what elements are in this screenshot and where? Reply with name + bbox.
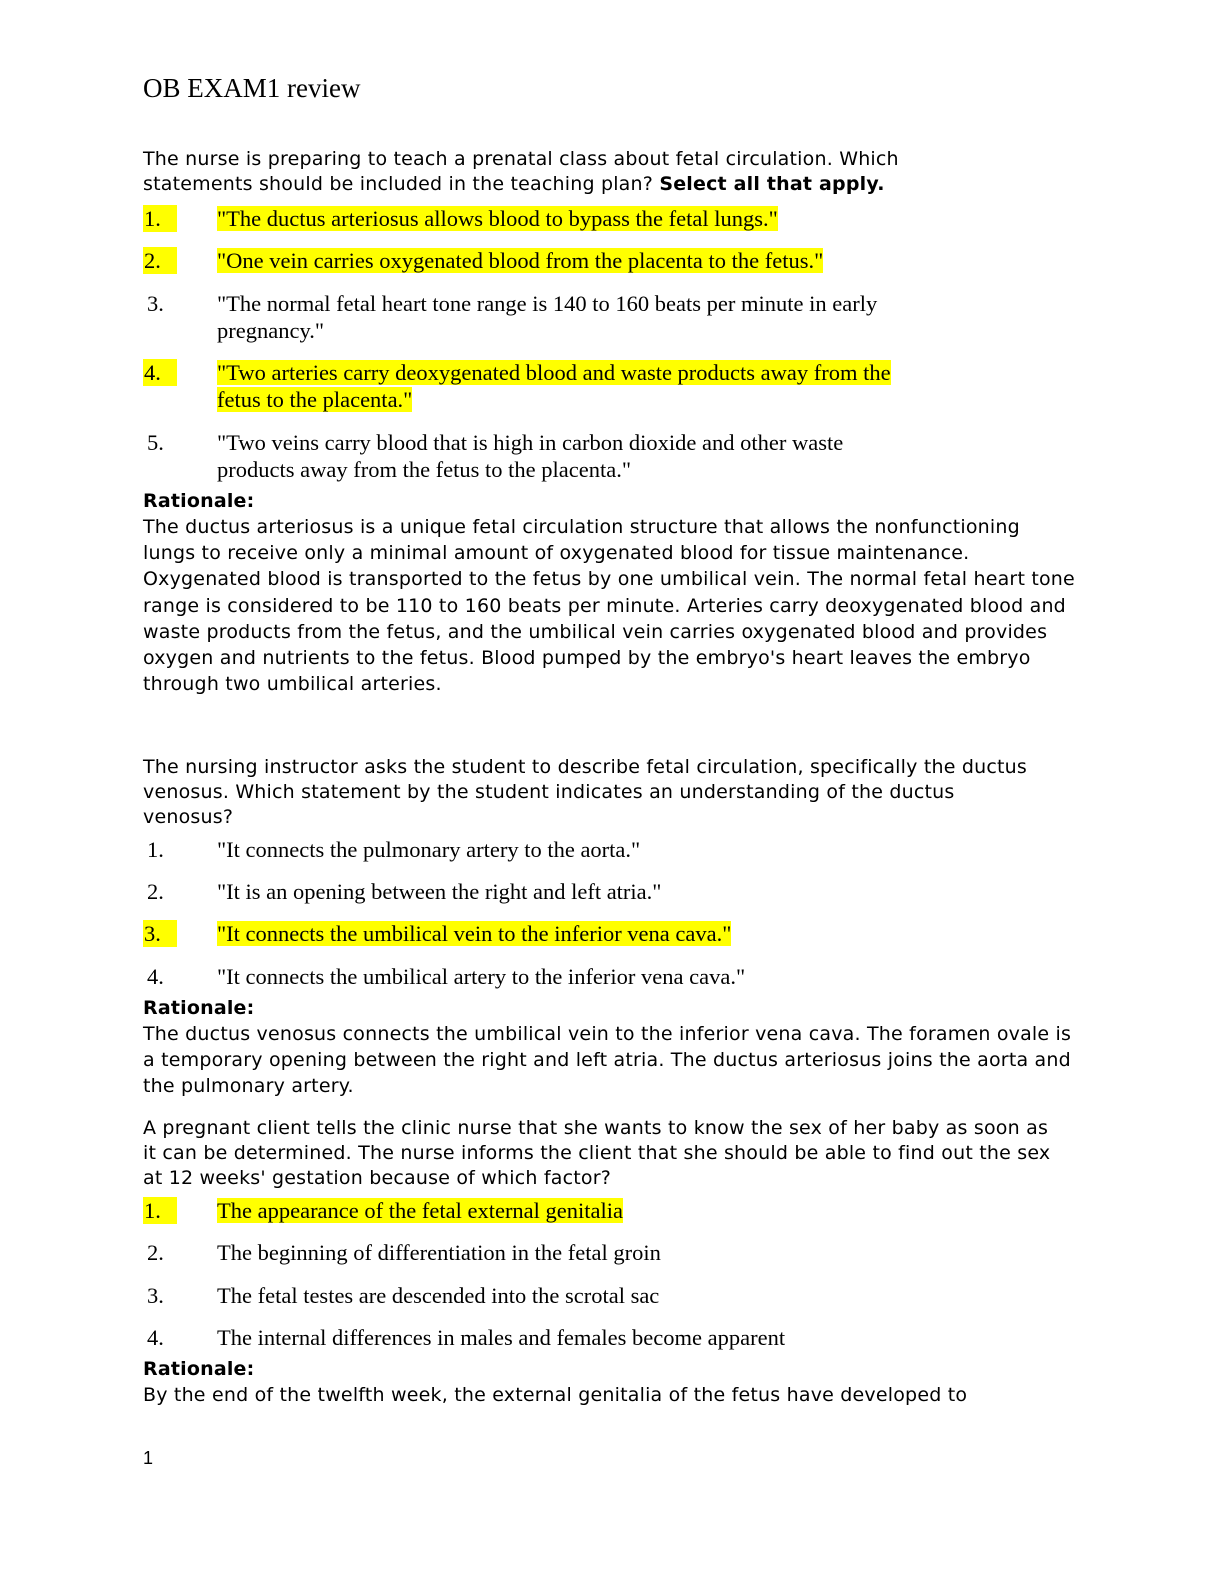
option-text: "Two arteries carry deoxygenated blood and waste products away from the fetus to the placenta." [217, 360, 891, 412]
question-2-stem [143, 755, 1083, 830]
question-3-stem-text: A pregnant client tells the clinic nurse that she wants to know the sex of her baby as soon as it can be determined. The nurse informs the client that she should be able to find out the sex at 12 weeks' gestation because of which factor? [143, 1117, 1051, 1189]
question-3-rationale: By the end of the twelfth week, the external genitalia of the fetus have developed to [143, 1384, 968, 1406]
question-3-rationale-label: Rationale: [143, 1358, 255, 1380]
option-number: 3. [147, 1283, 164, 1308]
option-number: 2. [147, 1240, 164, 1265]
option-number: 4. [147, 964, 164, 989]
option-number: 4. [143, 359, 177, 386]
option-number: 2. [147, 879, 164, 904]
option-text: The appearance of the fetal external genitalia [217, 1198, 624, 1223]
option-text: The beginning of differentiation in the fetal groin [217, 1240, 661, 1265]
document-title: OB EXAM1 review [143, 73, 361, 103]
option-text: "It connects the umbilical vein to the inferior vena cava." [217, 921, 732, 946]
option-text: "The ductus arteriosus allows blood to bypass the fetal lungs." [217, 206, 778, 231]
question-3-stem [143, 1116, 1083, 1191]
option-text: "It is an opening between the right and left atria." [217, 879, 662, 904]
option-number: 5. [147, 430, 164, 455]
option-number: 1. [143, 205, 177, 232]
option-text: "The normal fetal heart tone range is 140 to 160 beats per minute in early pregnancy." [217, 291, 878, 343]
question-1-stem-text: The nurse is preparing to teach a prenatal class about fetal circulation. Which statements should be included in the teaching plan? [143, 148, 899, 195]
question-1-stem [143, 147, 1083, 197]
option-number: 1. [147, 837, 164, 862]
question-1-select-all: Select all that apply. [659, 173, 885, 195]
option-text: The internal differences in males and females become apparent [217, 1325, 786, 1350]
option-number: 3. [147, 291, 164, 316]
option-number: 1. [143, 1197, 177, 1224]
option-text: "One vein carries oxygenated blood from the placenta to the fetus." [217, 248, 824, 273]
option-text: "It connects the pulmonary artery to the aorta." [217, 837, 641, 862]
question-1-rationale-label: Rationale: [143, 490, 255, 512]
page-number: 1 [143, 1448, 154, 1468]
question-2-rationale: The ductus venosus connects the umbilical vein to the inferior vena cava. The foramen ovale is a temporary opening between the right and left atria. The ductus arteriosus joins the aorta and the pulmonary artery. [143, 1023, 1072, 1098]
question-2-rationale-label: Rationale: [143, 997, 255, 1019]
question-1-rationale: The ductus arteriosus is a unique fetal circulation structure that allows the nonfunctioning lungs to receive only a minimal amount of oxygenated blood for tissue maintenance. Oxygenated blood is transported to the fetus by one umbilical vein. The normal fetal heart tone range is considered to be 110 to 160 beats per minute. Arteries carry deoxygenated blood and waste products from the fetus, and the umbilical vein carries oxygenated blood and provides oxygen and nutrients to the fetus. Blood pumped by the embryo's heart leaves the embryo through two umbilical arteries. [143, 516, 1075, 696]
option-number: 4. [147, 1325, 164, 1350]
option-text: "It connects the umbilical artery to the inferior vena cava." [217, 964, 746, 989]
option-number: 2. [143, 247, 177, 274]
option-text: "Two veins carry blood that is high in carbon dioxide and other waste products away from the fetus to the placenta." [217, 430, 844, 482]
option-number: 3. [143, 920, 177, 947]
question-2-stem-text: The nursing instructor asks the student to describe fetal circulation, specifically the ductus venosus. Which statement by the student indicates an understanding of the ductus venosus? [143, 756, 1027, 828]
option-text: The fetal testes are descended into the scrotal sac [217, 1283, 660, 1308]
